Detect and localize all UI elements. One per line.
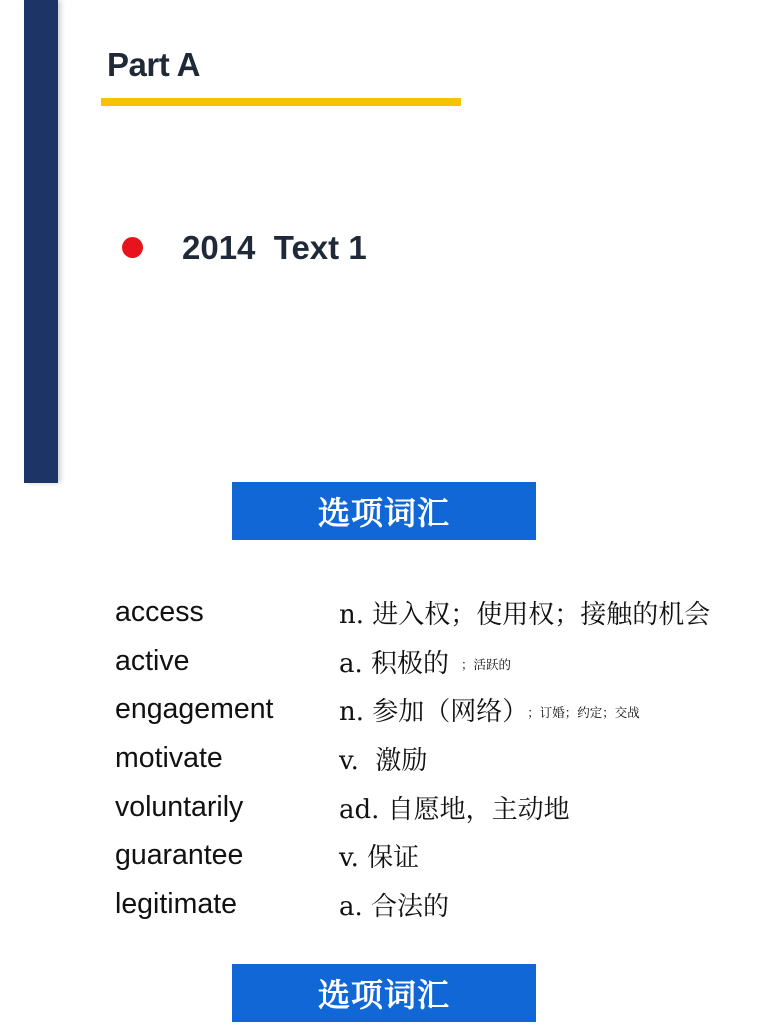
vocab-word: motivate <box>115 742 223 775</box>
vocab-row <box>115 833 755 882</box>
definition-note: ；活跃的 <box>461 656 512 672</box>
definition-text: a. 合法的 <box>339 892 450 923</box>
vocab-list <box>115 590 755 931</box>
vocab-definition <box>339 691 640 728</box>
slide-panel <box>0 0 768 483</box>
text-heading: 2014 Text 1 <box>182 229 367 266</box>
vocab-word: voluntarily <box>115 790 244 823</box>
title-underline <box>101 98 461 106</box>
vocab-word: legitimate <box>115 888 237 921</box>
vocab-word: engagement <box>115 693 274 726</box>
definition-text: n. 参加（网络） <box>339 697 516 728</box>
vocab-definition <box>339 789 570 826</box>
definition-text: ad. 自愿地，主动地 <box>339 794 570 825</box>
vocab-definition <box>339 740 427 777</box>
vocab-row <box>115 687 755 736</box>
definition-text: a. 积极的 <box>339 648 450 679</box>
vocab-definition <box>339 643 511 680</box>
vocab-word: guarantee <box>115 839 244 872</box>
vocab-row <box>115 639 755 688</box>
definition-text: v. 激励 <box>339 746 428 777</box>
definition-text: v. 保证 <box>339 843 420 874</box>
vocab-word: access <box>115 596 204 628</box>
vocab-definition <box>339 594 710 631</box>
vocab-definition <box>339 837 419 874</box>
definition-note: ；订婚；约定；交战 <box>527 705 640 721</box>
side-accent-bar <box>24 0 58 483</box>
vocab-row <box>115 785 755 834</box>
vocab-row <box>115 882 755 931</box>
section-title: Part A <box>107 46 200 83</box>
vocab-word: active <box>115 644 190 677</box>
vocab-row <box>115 736 755 785</box>
vocab-definition <box>339 886 449 923</box>
definition-text: n. 进入权；使用权；接触的机会 <box>339 600 711 630</box>
bullet-dot-icon <box>122 237 143 258</box>
vocab-banner-top: 选项词汇 <box>232 482 536 540</box>
vocab-banner-bottom: 选项词汇 <box>232 964 536 1022</box>
vocab-row <box>115 590 755 639</box>
